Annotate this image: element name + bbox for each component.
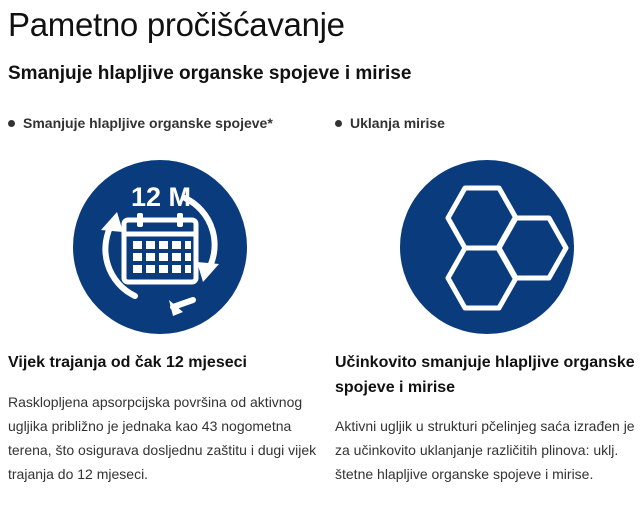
page-subtitle: Smanjuje hlapljive organske spojeve i mirise bbox=[8, 63, 412, 84]
calendar-12m-svg bbox=[73, 160, 247, 334]
bullet-odors bbox=[335, 115, 445, 131]
bullet-voc bbox=[8, 115, 273, 131]
page-title: Pametno pročišćavanje bbox=[8, 6, 345, 43]
bullet-label: Uklanja mirise bbox=[350, 115, 445, 131]
feature-text-voc: Aktivni ugljik u strukturi pčelinjeg saća izrađen je za učinkovito uklanjanje različitih plinova: uklj. štetne hlapljive organske spojeve i mirise. bbox=[335, 418, 635, 482]
calendar-12m-icon bbox=[73, 160, 247, 334]
feature-text-lifetime: Rasklopljena apsorpcijska površina od aktivnog ugljika približno je jednaka kao 43 nogometna terena, što osigurava dosljednu zaštitu i dugi vijek trajanja do 12 mjeseci. bbox=[8, 394, 317, 482]
honeycomb-svg bbox=[400, 160, 574, 334]
bullet-dot-icon bbox=[335, 120, 342, 127]
bullet-dot-icon bbox=[8, 120, 15, 127]
feature-title-voc: Učinkovito smanjuje hlapljive organske spojeve i mirise bbox=[335, 354, 635, 396]
feature-title-lifetime: Vijek trajanja od čak 12 mjeseci bbox=[8, 354, 247, 371]
icon-label-12m: 12 M bbox=[130, 182, 192, 212]
bullet-label: Smanjuje hlapljive organske spojeve* bbox=[23, 115, 273, 131]
honeycomb-icon bbox=[400, 160, 574, 334]
